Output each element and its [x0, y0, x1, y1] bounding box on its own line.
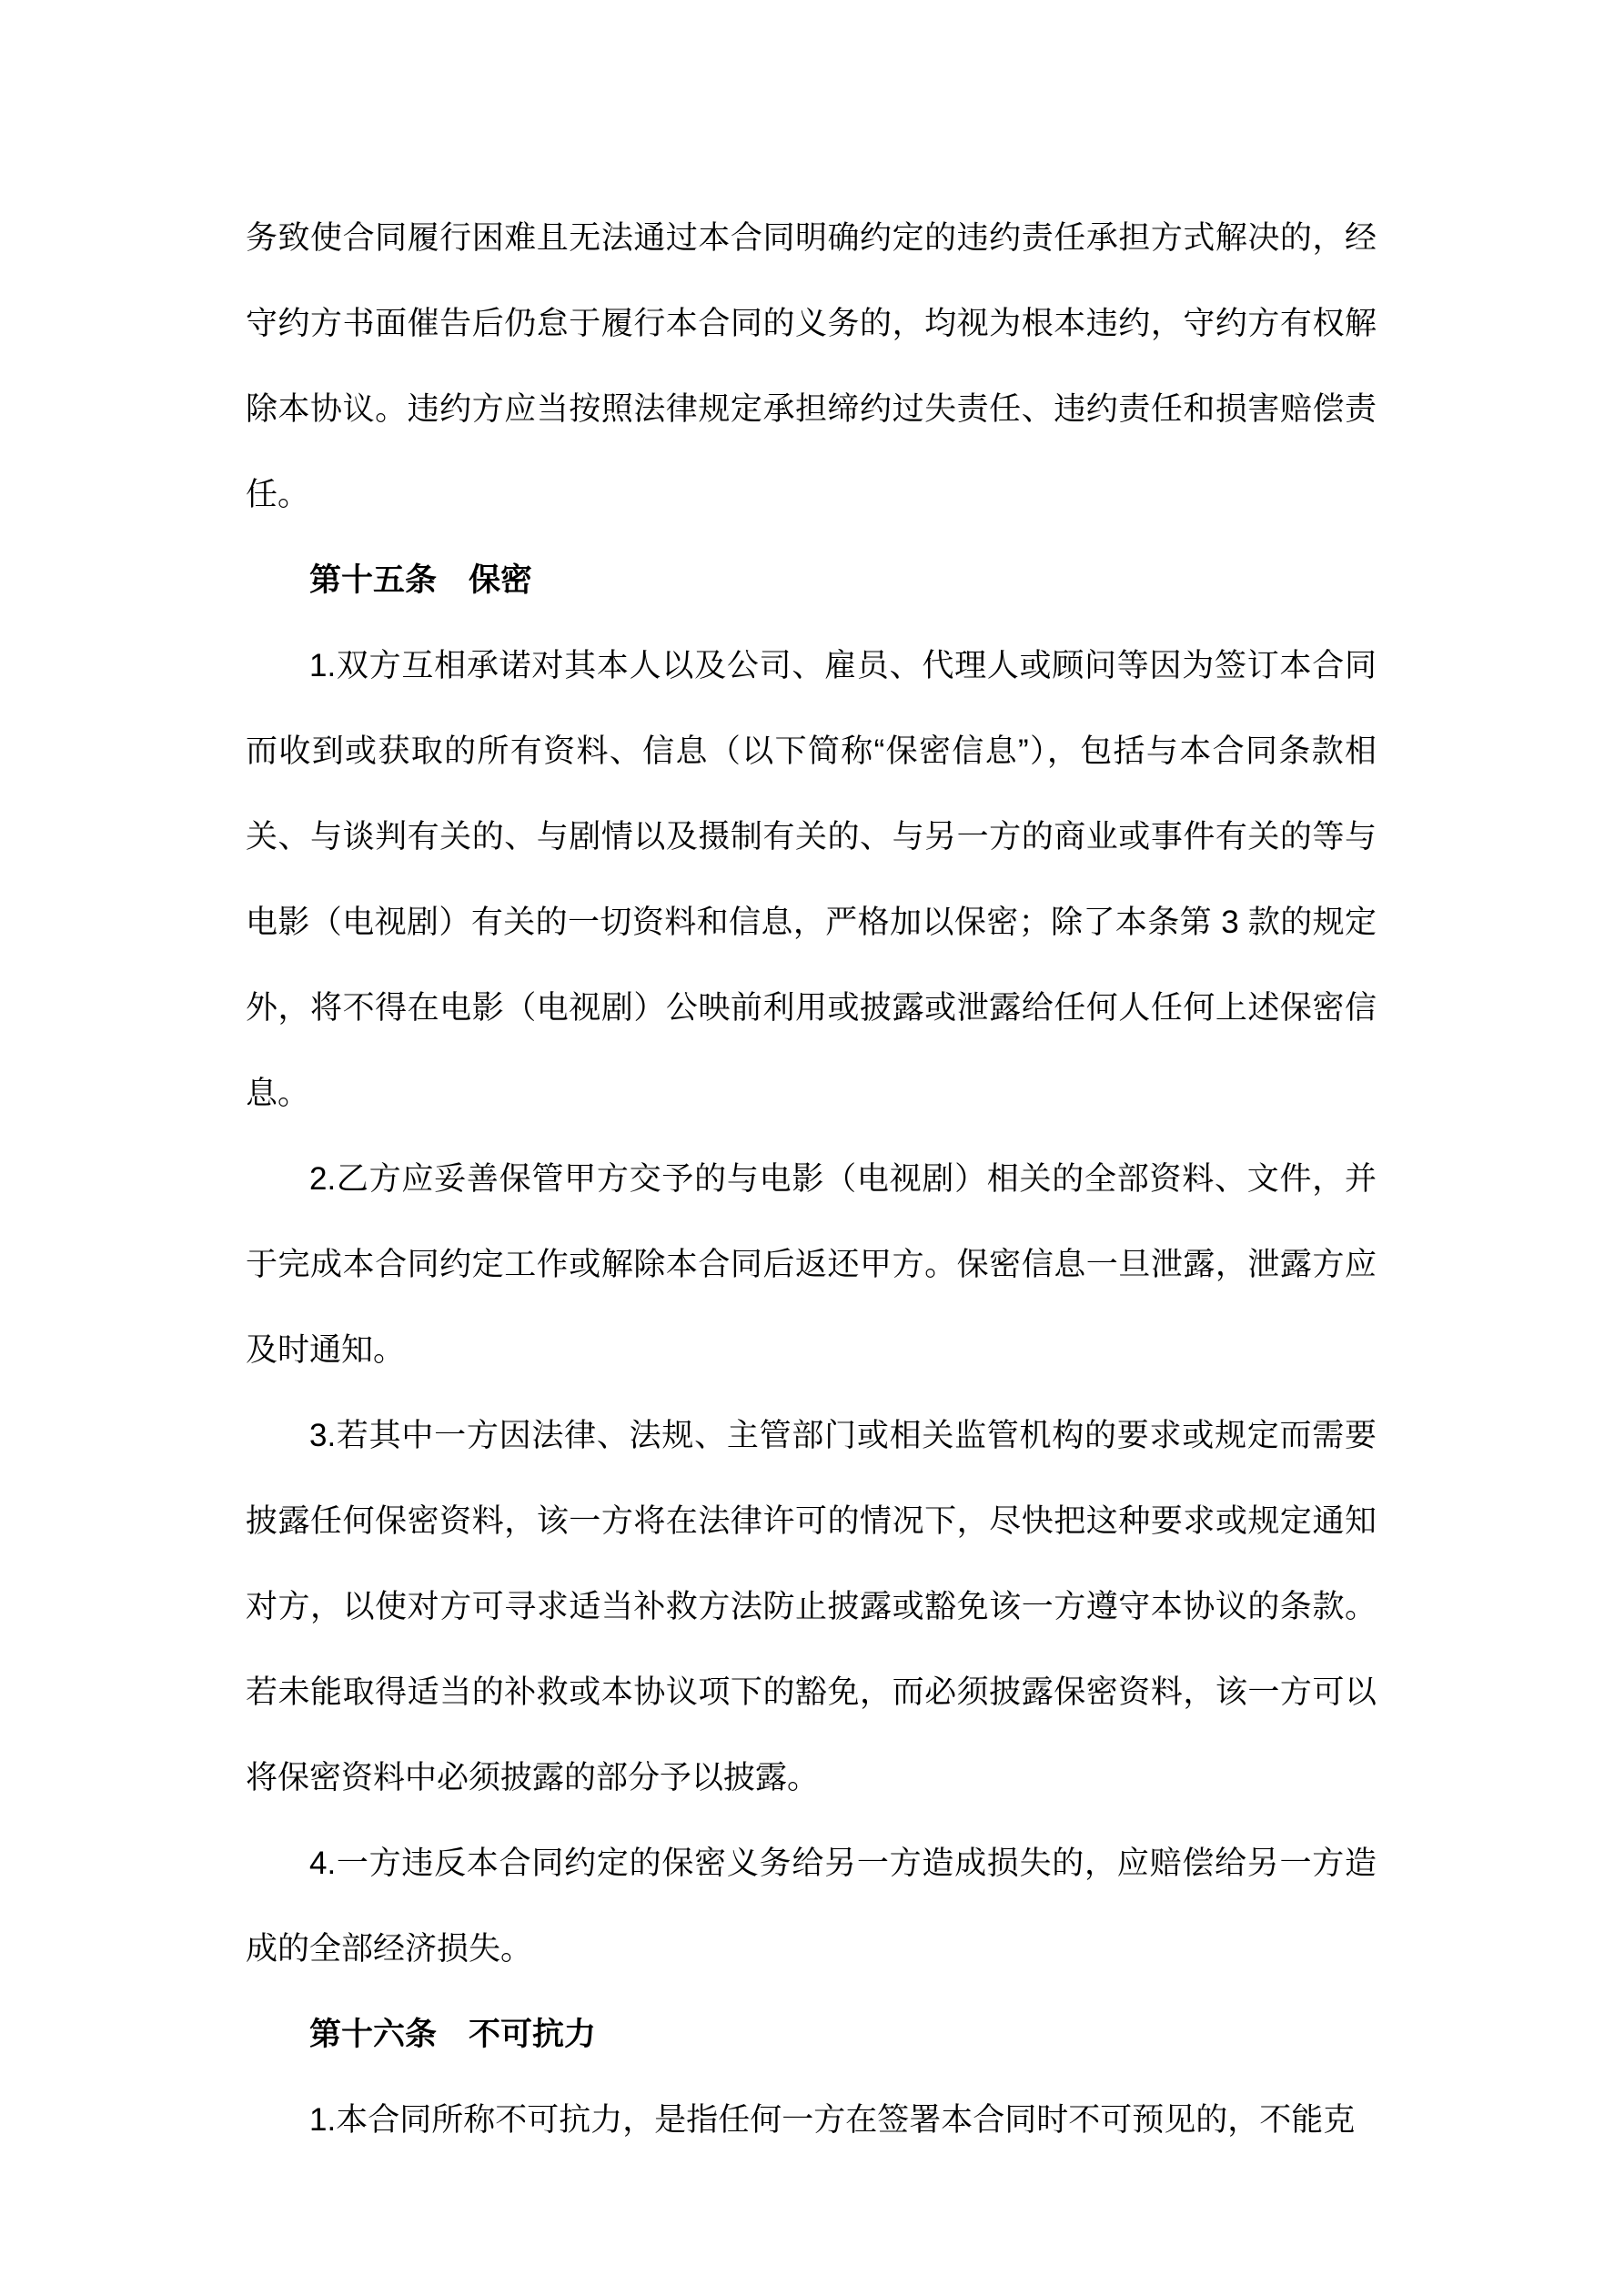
clause-16-force-majeure-heading: 第十六条 不可抗力 [309, 2017, 597, 2052]
paragraph-breach-liability-continuation: 务致使合同履行困难且无法通过本合同明确约定的违约责任承担方式解决的，经守约方书面催告后仍怠于履行本合同的义务的，均视为根本违约，守约方有权解除本协议。违约方应当按照法律规定承担缔约过失责任、违约责任和损害赔偿责任。 [246, 220, 1377, 512]
confidentiality-item-4: 4.一方违反本合同约定的保密义务给另一方造成损失的，应赔偿给另一方造成的全部经济损失。 [246, 1846, 1377, 1967]
confidentiality-item-2: 2.乙方应妥善保管甲方交予的与电影（电视剧）相关的全部资料、文件，并于完成本合同约定工作或解除本合同后返还甲方。保密信息一旦泄露，泄露方应及时通知。 [246, 1161, 1377, 1368]
force-majeure-item-1: 1.本合同所称不可抗力，是指任何一方在签署本合同时不可预见的，不能克 [309, 2102, 1356, 2138]
confidentiality-item-1: 1.双方互相承诺对其本人以及公司、雇员、代理人或顾问等因为签订本合同而收到或获取的所有资料、信息（以下简称“保密信息”），包括与本合同条款相关、与谈判有关的、与剧情以及摄制有关的、与另一方的商业或事件有关的等与电影（电视剧）有关的一切资料和信息，严格加以保密；除了本条第 3 款的规定外，将不得在电影（电视剧）公映前利用或披露或泄露给任何人任何上述保密信息。 [246, 648, 1377, 1111]
confidentiality-item-3: 3.若其中一方因法律、法规、主管部门或相关监管机构的要求或规定而需要披露任何保密资料，该一方将在法律许可的情况下，尽快把这种要求或规定通知对方，以使对方可寻求适当补救方法防止披露或豁免该一方遵守本协议的条款。若未能取得适当的补救或本协议项下的豁免，而必须披露保密资料，该一方可以将保密资料中必须披露的部分予以披露。 [246, 1418, 1377, 1795]
clause-15-confidentiality-heading: 第十五条 保密 [309, 562, 533, 598]
